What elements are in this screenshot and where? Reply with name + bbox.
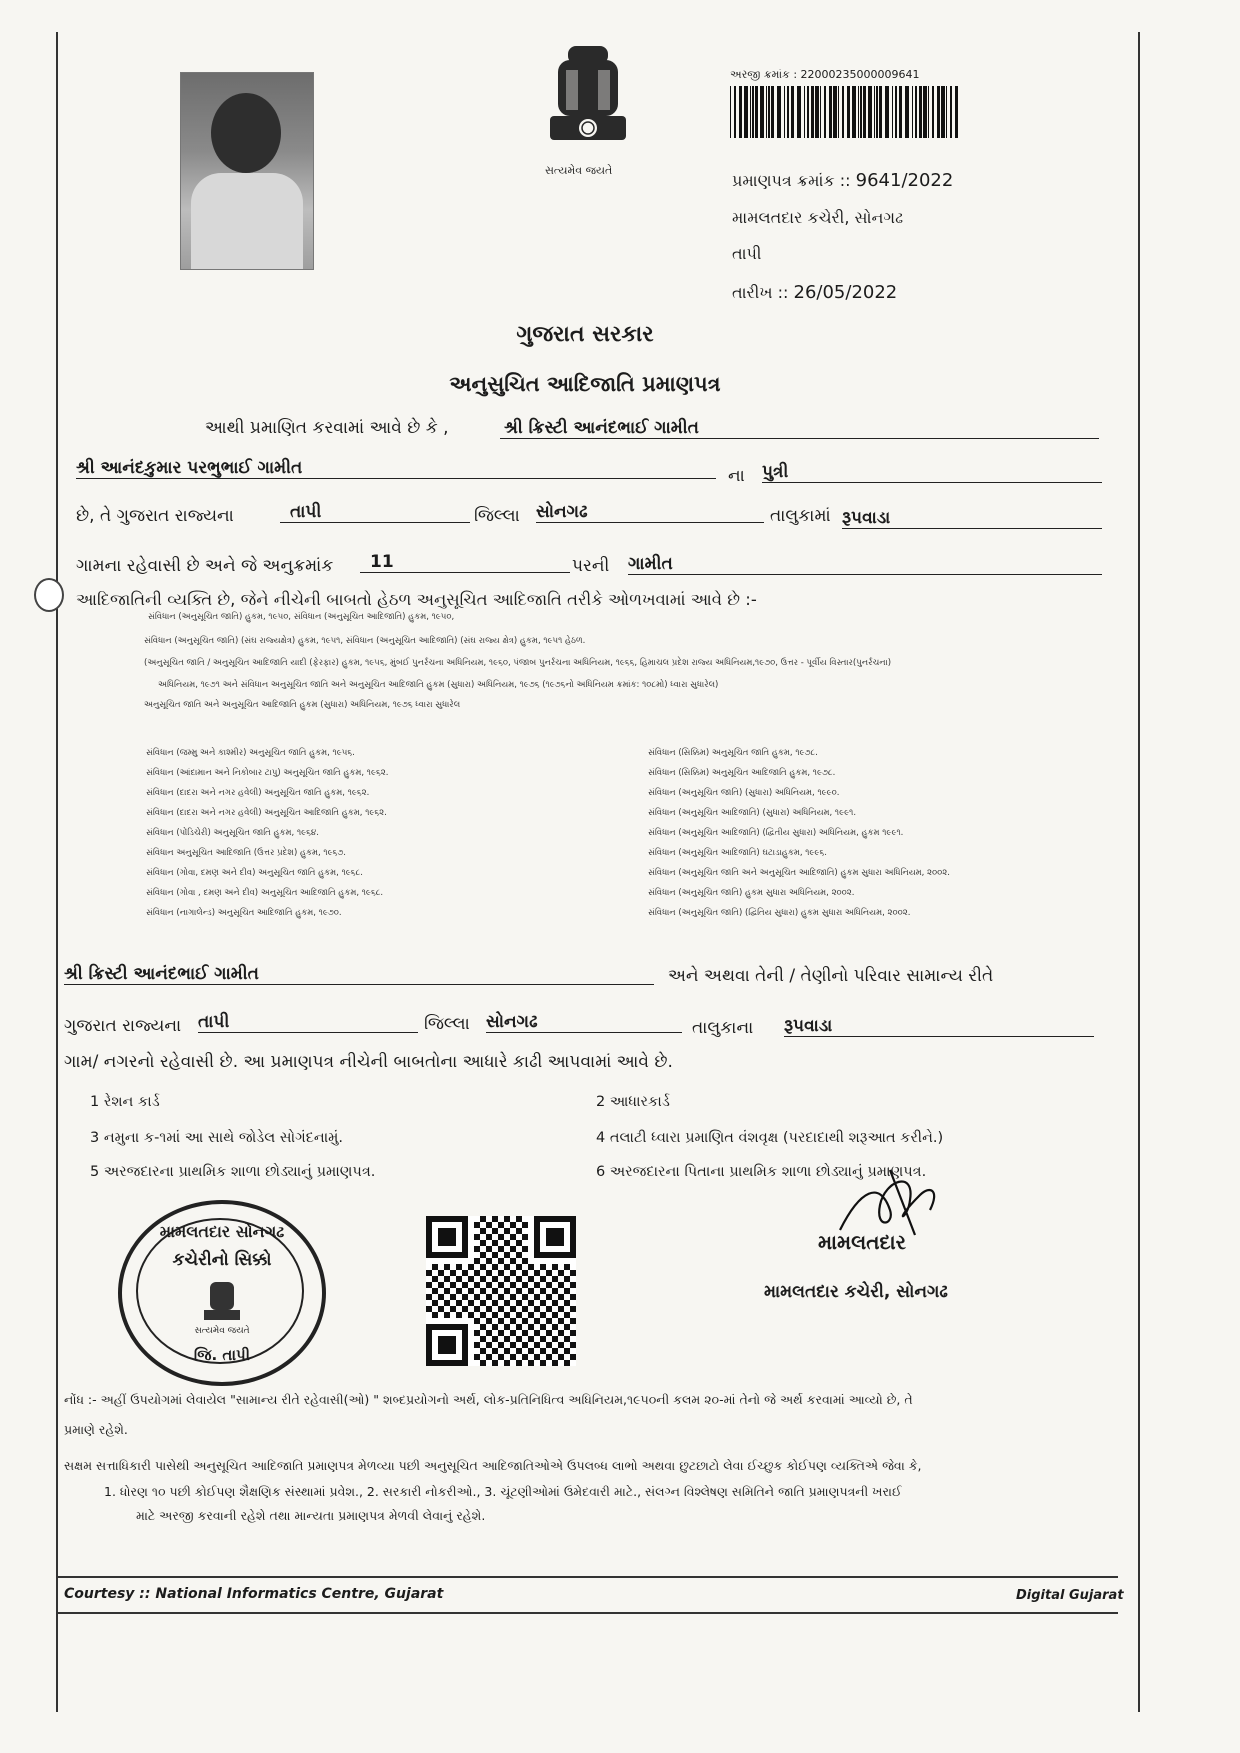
officer-designation: મામલતદાર: [818, 1230, 906, 1254]
document-item: 3 નમુના ક-૧માં આ સાથે જોડેલ સોગંદનામું.: [90, 1130, 344, 1146]
office-seal: [118, 1200, 326, 1386]
footer-digital-gujarat: Digital Gujarat: [1016, 1588, 1124, 1603]
certificate-number: 9641/2022: [855, 170, 954, 191]
identified-text: આદિજાતિની વ્યક્તિ છે, જેને નીચેની બાબતો હેઠળ અનુસૂચિત આદિજાતિ તરીકે ઓળખવામાં આવે છે :-: [76, 590, 757, 609]
applicant-photo: [180, 72, 314, 270]
family-text: અને અથવા તેની / તેણીનો પરિવાર સામાન્ય રીતે: [668, 966, 994, 986]
footer-rule-bottom: [58, 1612, 1118, 1614]
document-item: 1 રેશન કાર્ડ: [90, 1094, 160, 1110]
law-line: સંવિધાન (જમ્મુ અને કાશ્મીર) અનુસૂચિત જાતિ હુકમ, ૧૯૫૬.: [146, 748, 355, 758]
emblem-motto: સત્યમેવ જયતે: [545, 164, 613, 177]
document-item: 5 અરજદારના પ્રાથમિક શાળા છોડ્યાનું પ્રમાણપત્ર.: [90, 1164, 376, 1180]
residence-state-text: ગુજરાત રાજ્યના: [64, 1016, 182, 1036]
law-line: સંવિધાન (અનુસૂચિત જાતિ) (દ્વિતિય સુધારા) હુકમ સુધારા અધિનિયમ, ૨૦૦૨.: [648, 908, 911, 918]
law-line: અનુસૂચિત જાતિ અને અનુસૂચિત આદિજાતિ હુકમ (સુધારા) અધિનિયમ, ૧૯૭૬ ધ્વારા સુધારેલ: [144, 700, 461, 710]
relation: પુત્રી: [762, 462, 1102, 483]
jilla-label: જિલ્લા: [474, 506, 520, 526]
note-residents: નોંધ :- અહીં ઉપયોગમાં લેવાયેલ "સામાન્ય રીતે રહેવાસી(ઓ) " શબ્દપ્રયોગનો અર્થ, લોક-પ્રતિનિધિત્વ અધિનિયમ,૧૯૫૦ની કલમ ૨૦-માં તેનો જે અર્થ કરવામાં આવ્યો છે, તે: [64, 1392, 913, 1407]
note-benefits-cont: માટે અરજી કરવાની રહેશે તથા માન્યતા પ્રમાણપત્ર મેળવી લેવાનું રહેશે.: [136, 1508, 486, 1523]
applicant-name: શ્રી ક્રિસ્ટી આનંદભાઈ ગામીત: [500, 418, 1099, 439]
law-line: (અનુસૂચિત જાતિ / અનુસૂચિત આદિજાતિ યાદી (ફેરફાર) હુકમ, ૧૯૫૬, મુંબઈ પુનર્રચના અધિનિયમ, ૧૯૬૦, પંજાબ પુનર્રચના અધિનિયમ, ૧૯૬૬, હિમાચલ પ્રદેશ રાજ્ય અધિનિયમ,૧૯૭૦, ઉત્તર - પૂર્વીય વિસ્તાર(પુનર્રચના): [144, 658, 892, 668]
seal-middle-text: કચેરીનો સિક્કો: [172, 1250, 272, 1270]
footer-rule: [58, 1576, 1118, 1578]
village-value: રૂપવાડા: [842, 508, 1102, 529]
seal-emblem: [200, 1280, 244, 1326]
barcode: [730, 86, 960, 138]
certificate-number-row: [732, 170, 953, 191]
note-residents-cont: પ્રમાણે રહેશે.: [64, 1422, 128, 1437]
issuing-district: તાપી: [732, 244, 762, 263]
seal-motto: સત્યમેવ જયતે: [194, 1326, 250, 1336]
law-line: સંવિધાન (અનુસૂચિત આદિજાતિ) ઘટાડાહુકમ, ૧૯૯૬.: [648, 848, 827, 858]
law-line: સંવિધાન (સિક્કિમ) અનુસૂચિત આદિજાતિ હુકમ, ૧૯૭૮.: [648, 768, 836, 778]
residence-taluka-label: તાલુકાના: [692, 1018, 754, 1038]
seal-bottom-text: જિ. તાપી: [193, 1346, 251, 1364]
officer-office: મામલતદાર કચેરી, સોનગઢ: [764, 1282, 948, 1302]
law-line: સંવિધાન (અનુસૂચિત જાતિ) હુકમ, ૧૯૫૦, સંવિધાન (અનુસૂચિત આદિજાતિ) હુકમ, ૧૯૫૦,: [148, 612, 455, 622]
date-row: [732, 282, 897, 303]
serial-number: 11: [360, 552, 570, 573]
residence-jilla: જિલ્લા: [424, 1014, 470, 1034]
seal-top-text: મામલતદાર સોનગઢ: [159, 1222, 285, 1241]
father-name: શ્રી આનંદકુમાર પરભુભાઈ ગામીત: [76, 458, 716, 479]
law-line: સંવિધાન (અનુસૂચિત આદિજાતિ) (સુધારા) અધિનિયમ, ૧૯૯૧.: [648, 808, 857, 818]
verification-qr-code: [426, 1216, 576, 1366]
certificate-number-label: પ્રમાણપત્ર ક્રમાંક ::: [732, 171, 851, 190]
residence-village: રૂપવાડા: [784, 1016, 1094, 1037]
residence-person: શ્રી ક્રિસ્ટી આનંદભાઈ ગામીત: [64, 964, 654, 985]
law-line: સંવિધાન (અનુસૂચિત જાતિ) હુકમ સુધારા અધિનિયમ, ૨૦૦૨.: [648, 888, 855, 898]
basis-text: ગામ/ નગરનો રહેવાસી છે. આ પ્રમાણપત્ર નીચેની બાબતોના આધારે કાઢી આપવામાં આવે છે.: [64, 1052, 673, 1072]
na-text: ના: [728, 466, 745, 486]
document-item: 2 આધારકાર્ડ: [596, 1094, 670, 1110]
residence-district: તાપી: [198, 1012, 418, 1033]
state-text: છે, તે ગુજરાત રાજ્યના: [76, 506, 234, 526]
punch-hole: [34, 578, 64, 612]
law-line: અધિનિયમ, ૧૯૭૧ અને સંવિધાન અનુસૂચિત જાતિ અને અનુસૂચિત આદિજાતિ હુકમ (સુધારા) અધિનિયમ, ૧૯૭૬ (૧૯૭૬નો અધિનિયમ ક્રમાંક: ૧૦૮મો) ધ્વારા સુધારેલ): [158, 680, 719, 690]
law-line: સંવિધાન (પોંડિચેરી) અનુસૂચિત જાતિ હુકમ, ૧૯૬૪.: [146, 828, 319, 838]
ashoka-emblem: [540, 40, 636, 180]
footer-courtesy: Courtesy :: National Informatics Centre, Gujarat: [64, 1586, 444, 1602]
government-title: ગુજરાત સરકાર: [516, 322, 654, 347]
parni-text: પરની: [572, 556, 610, 576]
residence-subdistrict: સોનગઢ: [486, 1012, 682, 1033]
law-line: સંવિધાન (સિક્કિમ) અનુસૂચિત જાતિ હુકમ, ૧૯૭૮.: [648, 748, 818, 758]
resident-text: ગામના રહેવાસી છે અને જે અનુક્રમાંક: [76, 556, 334, 576]
document-item: 6 અરજદારના પિતાના પ્રાથમિક શાળા છોડ્યાનું પ્રમાણપત્ર.: [596, 1164, 927, 1180]
law-line: સંવિધાન (દાદરા અને નગર હવેલી) અનુસૂચિત જાતિ હુકમ, ૧૯૬૨.: [146, 788, 370, 798]
certify-text: આથી પ્રમાણિત કરવામાં આવે છે કે ,: [205, 418, 449, 438]
law-line: સંવિધાન (અનુસૂચિત આદિજાતિ) (દ્વિતીય સુધારા) અધિનિયમ, હુકમ ૧૯૯૧.: [648, 828, 904, 838]
law-line: સંવિધાન (અનુસૂચિત જાતિ અને અનુસૂચિત આદિજાતિ) હુકમ સુધારા અધિનિયમ, ૨૦૦૨.: [648, 868, 950, 878]
note-benefits-list: 1. ધોરણ ૧૦ પછી કોઈપણ શૈક્ષણિક સંસ્થામાં પ્રવેશ., 2. સરકારી નોકરીઓ., 3. ચૂંટણીઓમાં ઉમેદવારી માટે., સંલગ્ન વિશ્લેષણ સમિતિને જાતિ પ્રમાણપત્રની ખરાઈ: [104, 1484, 902, 1499]
document-item: 4 તલાટી ધ્વારા પ્રમાણિત વંશવૃક્ષ (પરદાદાથી શરૂઆત કરીને.): [596, 1130, 944, 1146]
law-line: સંવિધાન (નાગાલેન્ડ) અનુસૂચિત આદિજાતિ હુકમ, ૧૯૭૦.: [146, 908, 342, 918]
law-line: સંવિધાન (દાદરા અને નગર હવેલી) અનુસૂચિત આદિજાતિ હુકમ, ૧૯૬૨.: [146, 808, 387, 818]
district-value: તાપી: [280, 502, 470, 523]
note-benefits: સક્ષમ સત્તાધિકારી પાસેથી અનુસૂચિત આદિજાતિ પ્રમાણપત્ર મેળવ્યા પછી અનુસૂચિત આદિજાતિઓએ ઉપલબ્ધ લાભો અથવા છુટછાટો લેવા ઈચ્છુક કોઈપણ વ્યક્તિએ જેવા કે,: [64, 1458, 922, 1473]
issuing-office: મામલતદાર કચેરી, સોનગઢ: [732, 208, 904, 227]
taluka-label: તાલુકામાં: [770, 506, 831, 526]
law-line: સંવિધાન (ગોવા, દમણ અને દીવ) અનુસૂચિત જાતિ હુકમ, ૧૯૬૮.: [146, 868, 363, 878]
law-line: સંવિધાન અનુસૂચિત આદિજાતિ (ઉત્તર પ્રદેશ) હુકમ, ૧૯૬૭.: [146, 848, 347, 858]
law-line: સંવિધાન (ગોવા , દમણ અને દીવ) અનુસૂચિત આદિજાતિ હુકમ, ૧૯૬૮.: [146, 888, 384, 898]
certificate-title: અનુસુચિત આદિજાતિ પ્રમાણપત્ર: [449, 372, 721, 396]
tribe-name: ગામીત: [628, 554, 1102, 575]
application-number: અરજી ક્રમાંક : 22000235000009641: [730, 68, 920, 81]
law-line: સંવિધાન (આંદામાન અને નિકોબાર ટાપુ) અનુસૂચિત જાતિ હુકમ, ૧૯૬૨.: [146, 768, 389, 778]
subdistrict-value: સોનગઢ: [536, 502, 764, 523]
issue-date: 26/05/2022: [793, 282, 898, 303]
law-line: સંવિધાન (અનુસૂચિત જાતિ) (સંઘ રાજ્યક્ષેત્ર) હુકમ, ૧૯૫૧, સંવિધાન (અનુસૂચિત આદિજાતિ) (સંઘ રાજ્ય ક્ષેત્ર) હુકમ, ૧૯૫૧ હેઠળ.: [144, 636, 586, 646]
law-line: સંવિધાન (અનુસૂચિત જાતિ) (સુધારા) અધિનિયમ, ૧૯૯૦.: [648, 788, 840, 798]
date-label: તારીખ ::: [732, 283, 789, 302]
